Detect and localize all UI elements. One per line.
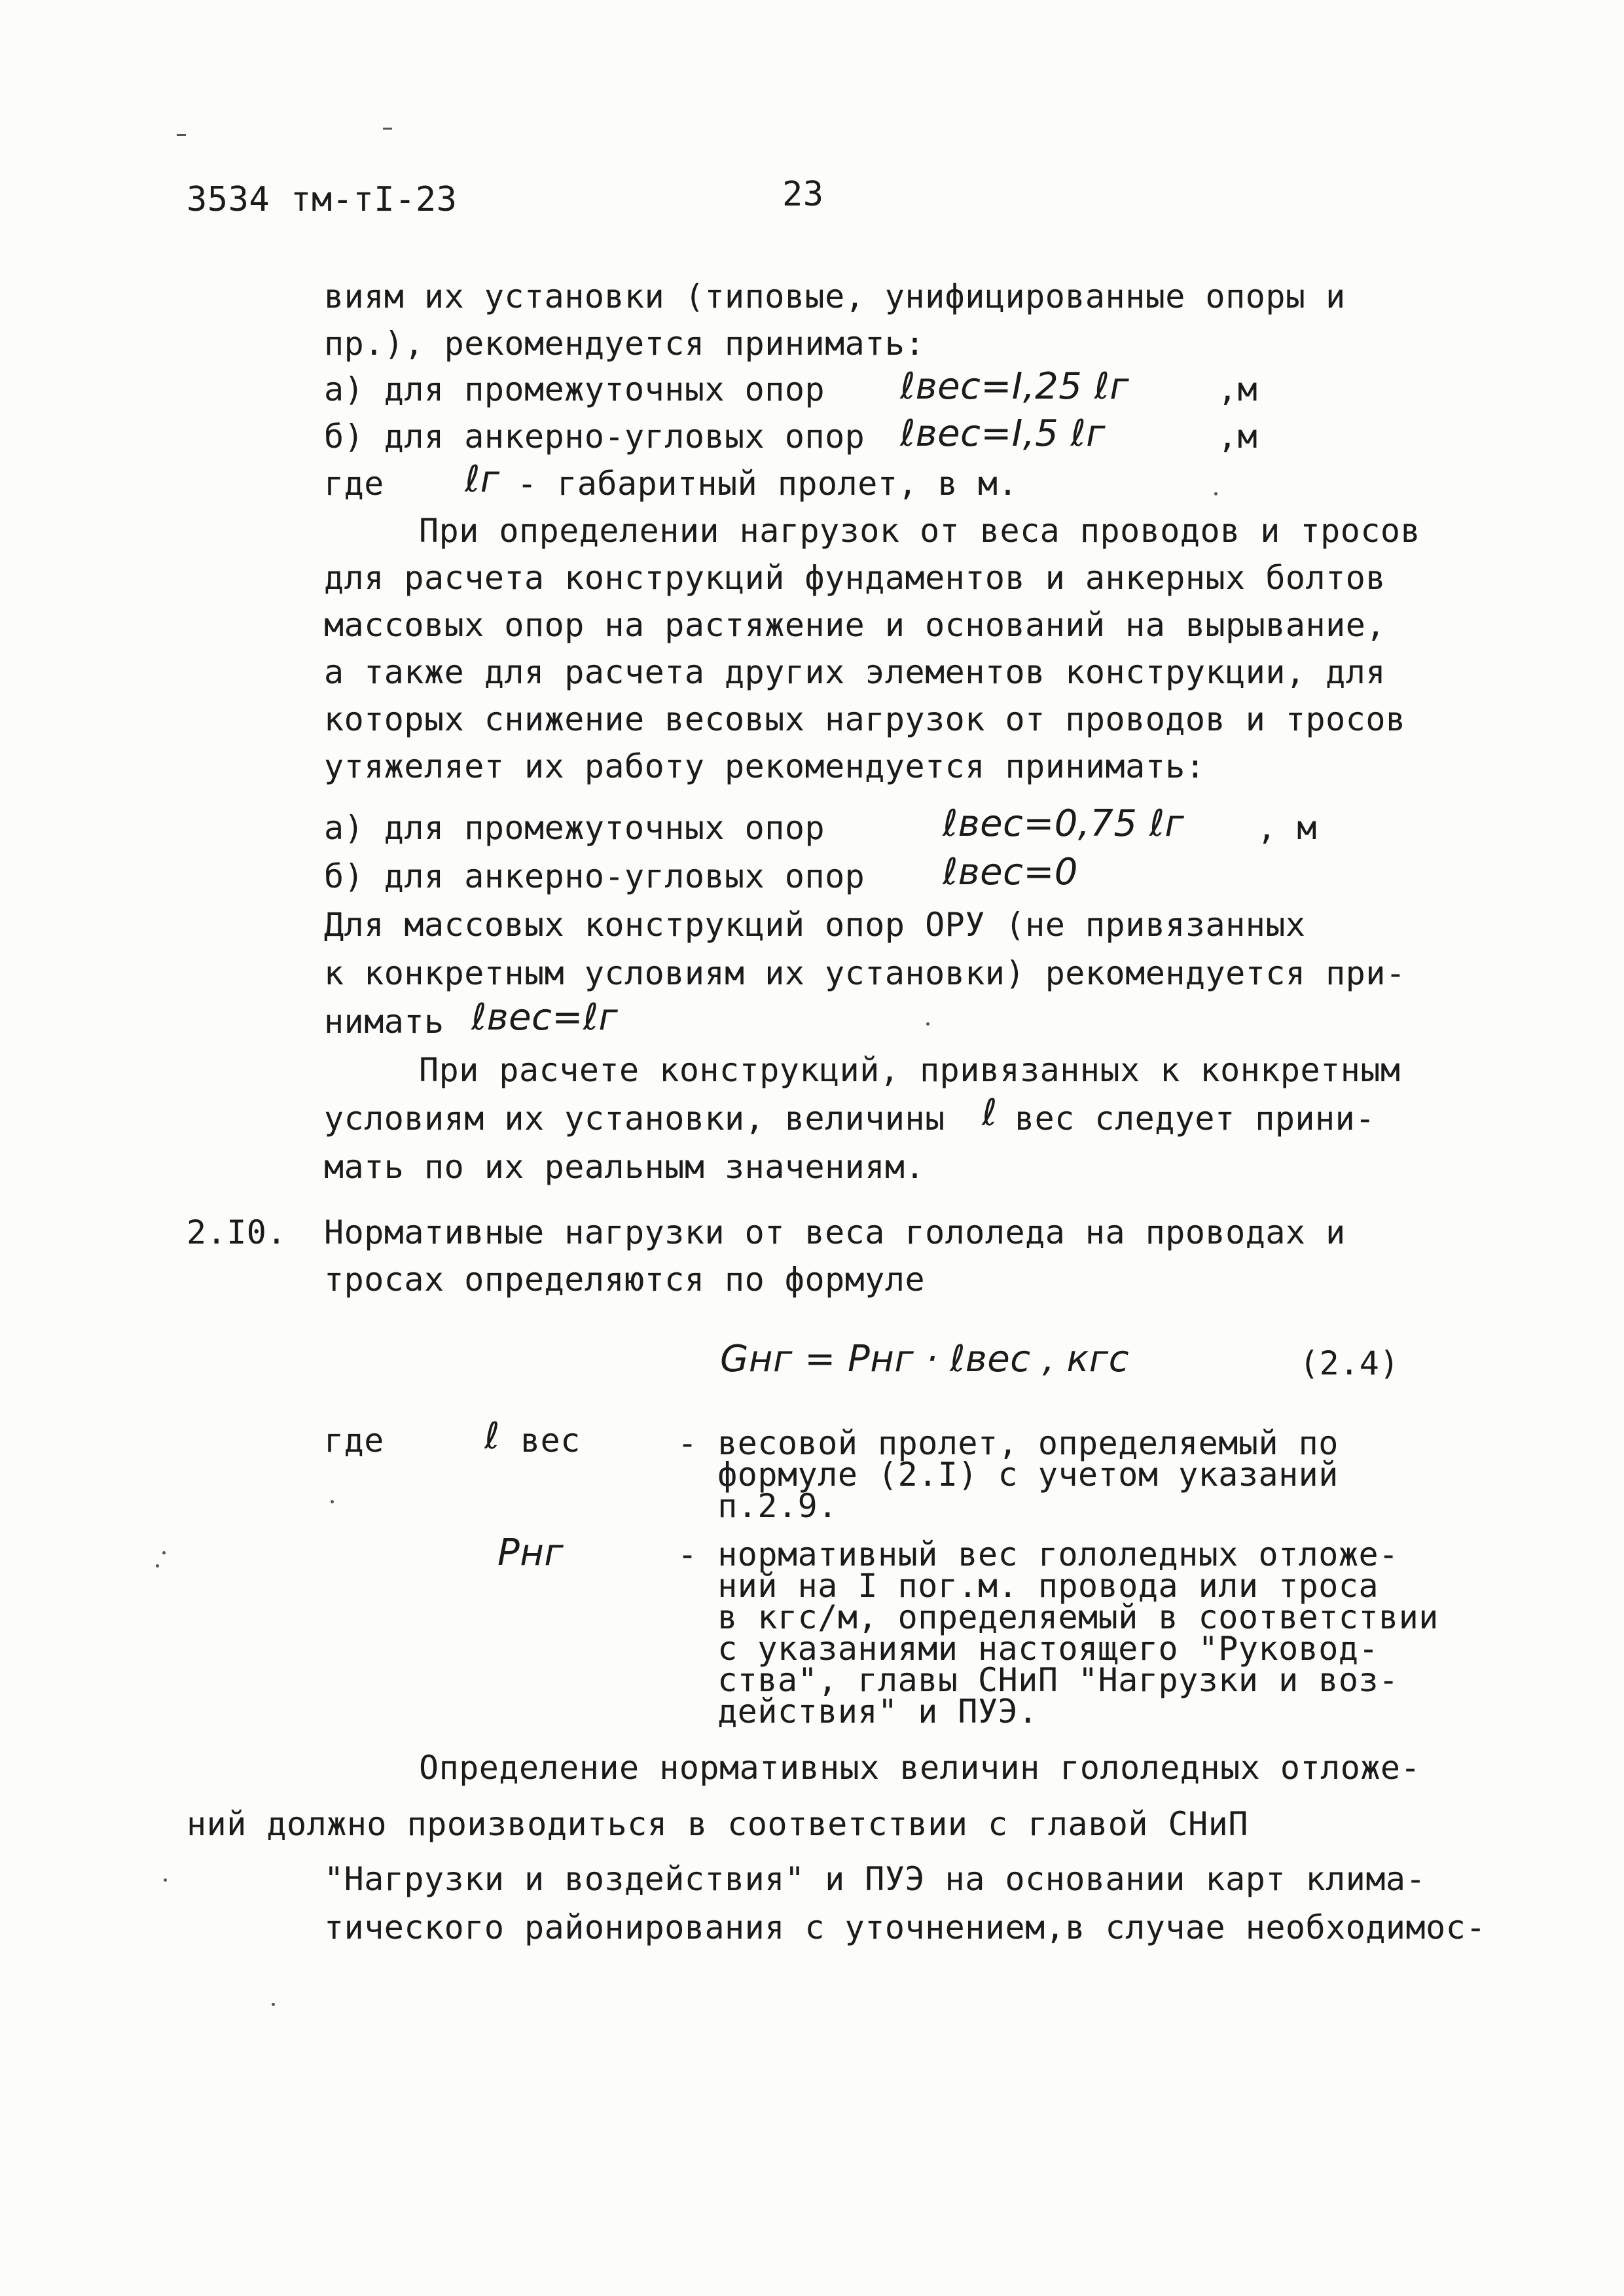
list-item-b-unit: ,м: [1218, 418, 1258, 456]
paragraph-line: утяжеляет их работу рекомендуется принимать:: [324, 747, 1206, 785]
paragraph-line: массовых опор на растяжение и оснований на вырывание,: [324, 606, 1386, 644]
definition-line: - весовой пролет, определяемый по: [677, 1424, 1339, 1462]
list-item-a-unit: , м: [1257, 809, 1317, 847]
page-number: 23: [782, 175, 824, 214]
list-item-b-formula: ℓвес=I,5 ℓг: [900, 412, 1106, 455]
scan-speck: [177, 134, 186, 136]
list-item-a-formula: ℓвес=0,75 ℓг: [943, 802, 1185, 845]
inline-formula: ℓвес=ℓг: [471, 996, 619, 1039]
where-symbol: ℓг: [465, 458, 500, 501]
scan-speck: [1214, 492, 1218, 495]
list-item-a-unit: ,м: [1218, 370, 1258, 408]
list-item-a-label: а) для промежуточных опор: [324, 370, 825, 408]
formula-number: (2.4): [1299, 1344, 1400, 1382]
list-item-b-formula: ℓвес=0: [943, 851, 1078, 893]
document-code: 3534 тм-тI-23: [187, 180, 458, 219]
paragraph-line: нимать: [324, 1003, 444, 1041]
formula: Gнг = Pнг · ℓвес , кгс: [720, 1338, 1129, 1380]
paragraph-line: Для массовых конструкций опор ОРУ (не привязанных: [324, 906, 1306, 944]
paragraph-line: пр.), рекомендуется принимать:: [324, 325, 926, 363]
paragraph-line: ний должно производиться в соответствии с главой СНиП: [187, 1805, 1248, 1843]
definition-line: - нормативный вес гололедных отложе-: [677, 1535, 1399, 1573]
list-item-a-formula: ℓвес=I,25 ℓг: [900, 365, 1130, 408]
scan-speck: [164, 1878, 167, 1882]
scan-speck: [272, 2003, 275, 2006]
paragraph-line: тросах определяются по формуле: [324, 1261, 926, 1299]
scan-speck: [926, 1022, 929, 1026]
paragraph-line: к конкретным условиям их установки) рекомендуется при-: [324, 954, 1406, 992]
paragraph-line: Определение нормативных величин гололедных отложе-: [419, 1749, 1421, 1787]
where-word: где: [324, 465, 384, 503]
paragraph-line: мать по их реальным значениям.: [324, 1148, 926, 1186]
definition-line: действия" и ПУЭ.: [677, 1693, 1038, 1731]
list-item-a-label: а) для промежуточных опор: [324, 809, 825, 847]
scan-speck: [156, 1564, 159, 1568]
paragraph-line: "Нагрузки и воздействия" и ПУЭ на основании карт клима-: [324, 1860, 1426, 1898]
paragraph-line: виям их установки (типовые, унифицированные опоры и: [324, 278, 1346, 315]
scan-speck: [331, 1500, 334, 1503]
definition-line: в кгс/м, определяемый в соответствии: [677, 1598, 1439, 1636]
paragraph-line: При расчете конструкций, привязанных к конкретным: [419, 1051, 1401, 1089]
paragraph-line: для расчета конструкций фундаментов и анкерных болтов: [324, 559, 1386, 597]
paragraph-line: а также для расчета других элементов конструкции, для: [324, 653, 1386, 691]
paragraph-line: тического районирования с уточнением,в случае необходимос-: [324, 1909, 1486, 1946]
definition-line: формуле (2.I) с учетом указаний: [677, 1456, 1339, 1494]
definition-line: ний на I пог.м. провода или троса: [677, 1567, 1379, 1605]
where-symbol: Pнг: [497, 1532, 564, 1574]
paragraph-line: При определении нагрузок от веса проводов и тросов: [419, 512, 1421, 550]
scan-speck: [383, 128, 392, 130]
list-item-b-label: б) для анкерно-угловых опор: [324, 418, 865, 456]
definition-line: с указаниями настоящего "Руковод-: [677, 1630, 1379, 1668]
paragraph-line: условиям их установки, величины: [324, 1100, 945, 1138]
paragraph-line: вес следует прини-: [1015, 1100, 1375, 1138]
definition-line: ства", главы СНиП "Нагрузки и воз-: [677, 1661, 1399, 1699]
definition-line: п.2.9.: [677, 1487, 838, 1525]
where-definition: - габаритный пролет, в м.: [517, 465, 1019, 503]
paragraph-line: Нормативные нагрузки от веса гололеда на проводах и: [324, 1213, 1346, 1251]
section-number: 2.I0.: [187, 1213, 287, 1251]
scan-speck: [162, 1551, 166, 1554]
list-item-b-label: б) для анкерно-угловых опор: [324, 857, 865, 895]
where-word: где: [324, 1422, 384, 1460]
paragraph-line: которых снижение весовых нагрузок от проводов и тросов: [324, 700, 1406, 738]
where-symbol-subscript: вес: [520, 1422, 581, 1460]
inline-symbol: ℓ: [982, 1092, 998, 1134]
where-symbol: ℓ: [484, 1415, 500, 1458]
